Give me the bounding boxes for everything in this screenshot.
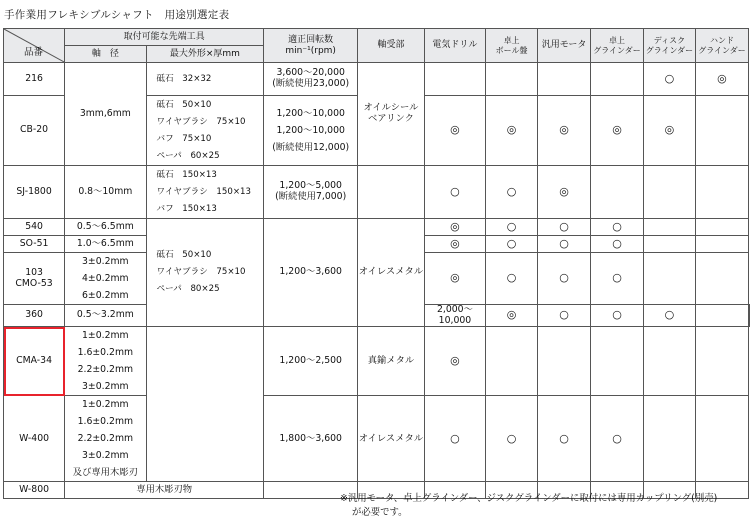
- shaft-header: 軸 径: [65, 46, 146, 63]
- footnote: ※汎用モータ、卓上グラインダー、ジスクグラインダーに取付には専用カップリング(別売) が必要です。: [340, 493, 718, 518]
- shaft-w400: 1±0.2mm 1.6±0.2mm 2.2±0.2mm 3±0.2mm 及び専用木彫刃: [65, 396, 146, 482]
- table-row: [4, 166, 750, 219]
- single-circle-icon: ○: [591, 305, 644, 327]
- single-circle-icon: ○: [643, 305, 695, 327]
- double-circle-icon: ◎: [424, 253, 485, 305]
- page-title: 手作業用フレキシブルシャフト 用途別選定表: [4, 9, 230, 21]
- double-circle-icon: ◎: [538, 166, 591, 219]
- speed-group: 1,200～3,600: [264, 219, 358, 327]
- model-so51: SO-51: [4, 236, 65, 253]
- model-w400: W-400: [4, 396, 65, 482]
- model-cma34: CMA-34: [4, 327, 65, 396]
- double-circle-icon: ◎: [424, 327, 485, 396]
- tool-group-header: 取付可能な先端工具: [65, 29, 264, 46]
- speed-cb20: 1,200～10,000 1,200～10,000 (断続使用12,000): [264, 96, 358, 166]
- single-circle-icon: ○: [591, 219, 644, 236]
- single-circle-icon: ○: [591, 236, 644, 253]
- bench-grinder-header: 卓上 グラインダー: [591, 29, 644, 63]
- single-circle-icon: ○: [486, 236, 538, 253]
- speed-cma34: 1,200～2,500: [264, 327, 358, 396]
- model-540: 540: [4, 219, 65, 236]
- table-row: [4, 63, 750, 96]
- single-circle-icon: ○: [538, 396, 591, 482]
- single-circle-icon: ○: [486, 253, 538, 305]
- single-circle-icon: ○: [424, 166, 485, 219]
- motor-header: 汎用モータ: [538, 29, 591, 63]
- single-circle-icon: ○: [486, 166, 538, 219]
- single-circle-icon: ○: [538, 219, 591, 236]
- single-circle-icon: ○: [538, 253, 591, 305]
- single-circle-icon: ○: [486, 396, 538, 482]
- table-row: [4, 396, 750, 482]
- single-circle-icon: ○: [591, 253, 644, 305]
- speed-sj1800: 1,200～5,000 (断続使用7,000): [264, 166, 358, 219]
- model-sj1800: SJ-1800: [4, 166, 65, 219]
- shaft-sj1800: 0.8～10mm: [65, 166, 146, 219]
- model-216: 216: [4, 63, 65, 96]
- speed-216: 3,600～20,000 (断続使用23,000): [264, 63, 358, 96]
- double-circle-icon: ◎: [424, 219, 485, 236]
- double-circle-icon: ◎: [486, 305, 538, 327]
- double-circle-icon: ◎: [643, 96, 695, 166]
- speed-360: 2,000～10,000: [424, 305, 485, 327]
- bearing-header: 軸受部: [358, 29, 425, 63]
- tools-cb20: 砥石 50×10 ワイヤブラシ 75×10 バフ 75×10 ペーパ 60×25: [146, 96, 264, 166]
- double-circle-icon: ◎: [591, 96, 644, 166]
- selection-table: [3, 28, 750, 499]
- single-circle-icon: ○: [538, 236, 591, 253]
- table-row: [4, 327, 750, 396]
- hinban-header: 品番: [4, 29, 65, 63]
- single-circle-icon: ○: [486, 219, 538, 236]
- single-circle-icon: ○: [591, 396, 644, 482]
- shaft-w800: 専用木彫刃物: [65, 482, 264, 499]
- tools-216: 砥石 32×32: [146, 63, 264, 96]
- shaft-so51: 1.0～6.5mm: [65, 236, 146, 253]
- tools-sj1800: 砥石 150×13 ワイヤブラシ 150×13 バフ 150×13: [146, 166, 264, 219]
- shaft-360: 0.5～3.2mm: [65, 305, 146, 327]
- model-103-cmo53: 103 CMO-53: [4, 253, 65, 305]
- double-circle-icon: ◎: [538, 96, 591, 166]
- shaft-cma34: 1±0.2mm 1.6±0.2mm 2.2±0.2mm 3±0.2mm: [65, 327, 146, 396]
- model-w800: W-800: [4, 482, 65, 499]
- single-circle-icon: ○: [538, 305, 591, 327]
- double-circle-icon: ◎: [695, 63, 748, 96]
- bearing-brass: 真鍮メタル: [358, 327, 425, 396]
- speed-header: 適正回転数 min⁻¹(rpm): [264, 29, 358, 63]
- max-size-header: 最大外形×厚mm: [146, 46, 264, 63]
- model-cb20: CB-20: [4, 96, 65, 166]
- speed-w400: 1,800～3,600: [264, 396, 358, 482]
- double-circle-icon: ◎: [486, 96, 538, 166]
- table-row: [4, 219, 750, 236]
- shaft-540: 0.5～6.5mm: [65, 219, 146, 236]
- double-circle-icon: ◎: [424, 96, 485, 166]
- hand-grinder-header: ハンド グラインダー: [695, 29, 748, 63]
- drill-header: 電気ドリル: [424, 29, 485, 63]
- double-circle-icon: ◎: [424, 236, 485, 253]
- single-circle-icon: ○: [424, 396, 485, 482]
- shaft-216-cb20: 3mm,6mm: [65, 63, 146, 166]
- shaft-103: 3±0.2mm 4±0.2mm 6±0.2mm: [65, 253, 146, 305]
- single-circle-icon: ○: [643, 63, 695, 96]
- model-360: 360: [4, 305, 65, 327]
- bearing-oiless: オイレスメタル: [358, 219, 425, 327]
- tools-group: 砥石 50×10 ワイヤブラシ 75×10 ペーパ 80×25: [146, 219, 264, 327]
- bearing-oilseal: オイルシール ベアリンク: [358, 63, 425, 166]
- bench-ball-header: 卓上 ボール盤: [486, 29, 538, 63]
- disc-grinder-header: ディスク グラインダー: [643, 29, 695, 63]
- bearing-oiless-w: オイレスメタル: [358, 396, 425, 482]
